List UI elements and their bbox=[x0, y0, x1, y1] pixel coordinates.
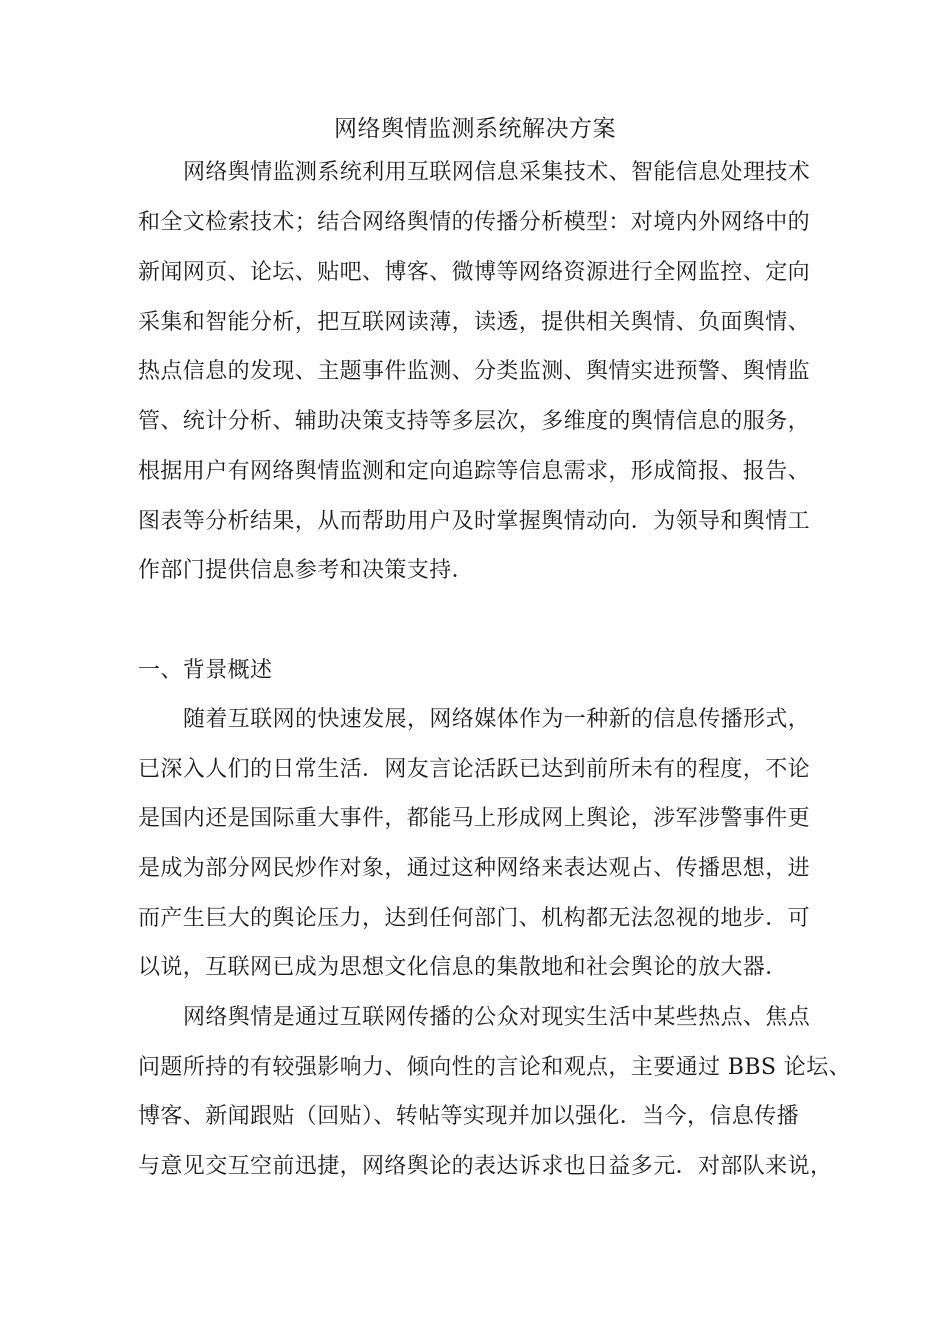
section-para2-line-3: 博客、新闻跟贴（回贴）、转帖等实现并加以强化．当今，信息传播 bbox=[138, 1104, 800, 1129]
intro-line-4: 采集和智能分析，把互联网读薄，读透，提供相关舆情、负面舆情、 bbox=[138, 310, 811, 335]
section-para2-line-4: 与意见交互空前迅捷，网络舆论的表达诉求也日益多元．对部队来说， bbox=[138, 1154, 833, 1179]
intro-line-6: 管、统计分析、辅助决策支持等多层次，多维度的舆情信息的服务， bbox=[138, 409, 811, 434]
section-heading: 一、背景概述 bbox=[138, 658, 273, 683]
section-para2-line-1: 网络舆情是通过互联网传播的公众对现实生活中某些热点、焦点 bbox=[183, 1005, 811, 1030]
intro-line-8: 图表等分析结果，从而帮助用户及时掌握舆情动向．为领导和舆情工 bbox=[138, 509, 811, 534]
intro-line-7: 根据用户有网络舆情监测和定向追踪等信息需求，形成简报、报告、 bbox=[138, 459, 811, 484]
document-title: 网络舆情监测系统解决方案 bbox=[334, 116, 616, 142]
intro-line-9: 作部门提供信息参考和决策支持． bbox=[138, 558, 475, 583]
section-para2-line-2: 问题所持的有较强影响力、倾向性的言论和观点，主要通过 BBS 论坛、 bbox=[138, 1055, 851, 1080]
intro-line-2: 和全文检索技术；结合网络舆情的传播分析模型：对境内外网络中的 bbox=[138, 210, 811, 235]
section-para1-line-5: 而产生巨大的舆论压力，达到任何部门、机构都无法忽视的地步．可 bbox=[138, 906, 811, 931]
section-para1-line-4: 是成为部分网民炒作对象，通过这种网络来表达观占、传播思想，进 bbox=[138, 856, 811, 881]
section-para1-line-6: 以说，互联网已成为思想文化信息的集散地和社会舆论的放大器． bbox=[138, 955, 788, 980]
section-para1-line-2: 已深入人们的日常生活．网友言论活跃已达到前所未有的程度，不论 bbox=[138, 757, 811, 782]
section-para1-line-3: 是国内还是国际重大事件，都能马上形成网上舆论，涉军涉警事件更 bbox=[138, 806, 811, 831]
intro-line-5: 热点信息的发现、主题事件监测、分类监测、舆情实进预警、舆情监 bbox=[138, 359, 811, 384]
intro-line-3: 新闻网页、论坛、贴吧、博客、微博等网络资源进行全网监控、定向 bbox=[138, 260, 811, 285]
intro-line-1: 网络舆情监测系统利用互联网信息采集技术、智能信息处理技术 bbox=[183, 160, 811, 185]
section-para1-line-1: 随着互联网的快速发展，网络媒体作为一种新的信息传播形式， bbox=[183, 707, 811, 732]
